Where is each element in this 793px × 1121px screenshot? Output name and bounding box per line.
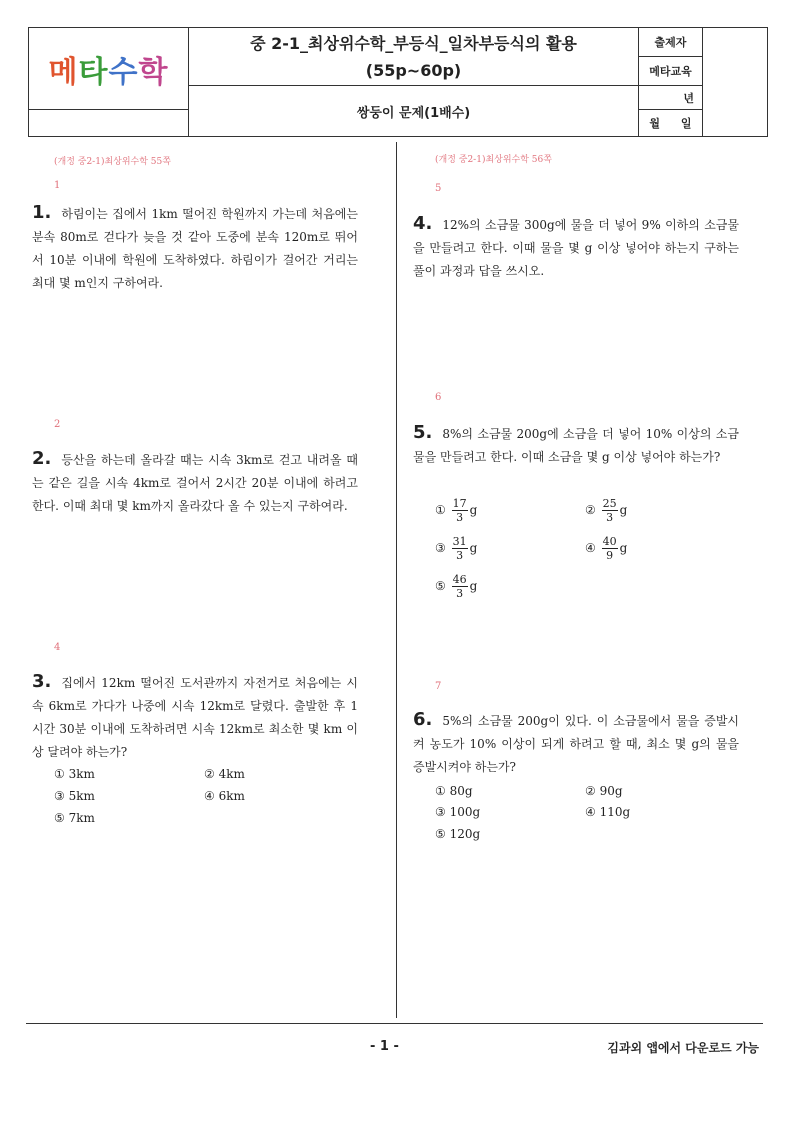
- author-label: 출제자: [639, 28, 703, 57]
- option[interactable]: ③ $\frac{31}{3}$ g: [435, 535, 478, 562]
- option[interactable]: ③ 100g: [435, 805, 481, 819]
- source-right: (개정 중2-1)최상위수학 56쪽: [435, 155, 552, 165]
- page-subtitle: 쌍둥이 문제(1배수): [189, 86, 639, 136]
- question-number: 1.: [32, 202, 52, 223]
- question-id: 4: [54, 642, 61, 653]
- option[interactable]: ② $\frac{25}{3}$ g: [585, 497, 628, 524]
- question-number: 6.: [413, 709, 433, 730]
- option[interactable]: ④ 6km: [204, 789, 245, 803]
- header-blank: [29, 110, 189, 136]
- question-number: 2.: [32, 448, 52, 469]
- option[interactable]: ④ $\frac{40}{9}$ g: [585, 535, 628, 562]
- option[interactable]: ⑤ $\frac{46}{3}$ g: [435, 573, 478, 600]
- question-id: 5: [435, 183, 442, 194]
- fraction: $\frac{31}{3}$: [452, 535, 467, 562]
- option[interactable]: ③ 5km: [54, 789, 95, 803]
- question-number: 4.: [413, 213, 433, 234]
- question-6: [413, 708, 739, 779]
- day-label: 일: [680, 117, 692, 130]
- fraction: $\frac{25}{3}$: [602, 497, 617, 524]
- column-divider: [396, 142, 397, 1018]
- fraction: $\frac{40}{9}$: [602, 535, 617, 562]
- author-value: 메타교육: [639, 57, 703, 86]
- fraction: $\frac{46}{3}$: [452, 573, 467, 600]
- page-number: - 1 -: [370, 1039, 399, 1054]
- footer-divider: [26, 1023, 763, 1024]
- question-number: 3.: [32, 671, 52, 692]
- question-text: 8%의 소금물 200g에 소금을 더 넣어 10% 이상의 소금물을 만들려고 한다. 이때 소금을 몇 g 이상 넣어야 하는가?: [413, 427, 739, 464]
- question-text: 5%의 소금물 200g이 있다. 이 소금물에서 물을 증발시켜 농도가 10% 이상이 되게 하려고 할 때, 최소 몇 g의 물을 증발시켜야 하는가?: [413, 714, 739, 774]
- question-text: 등산을 하는데 올라갈 때는 시속 3km로 걷고 내려올 때는 같은 길을 시속 4km로 걸어서 2시간 20분 이내에 하려고 한다. 이때 최대 몇 km까지 올라갔다 올 수 있는지 구하여라.: [32, 453, 358, 513]
- question-id: 6: [435, 392, 442, 403]
- logo: [29, 28, 189, 110]
- question-3: [32, 670, 358, 764]
- question-4: [413, 212, 739, 283]
- question-text: 12%의 소금물 300g에 물을 더 넣어 9% 이하의 소금물을 만들려고 한다. 이때 물을 몇 g 이상 넣어야 하는지 구하는 풀이 과정과 답을 쓰시오.: [413, 218, 739, 278]
- option[interactable]: ⑤ 7km: [54, 811, 95, 825]
- option[interactable]: ⑤ 120g: [435, 827, 481, 841]
- question-text: 집에서 12km 떨어진 도서관까지 자전거로 처음에는 시속 6km로 가다가 나중에 시속 12km로 달렸다. 출발한 후 1시간 30분 이내에 도착하려면 시속 12km로 최소한 몇 km 이상 달려야 하는가?: [32, 676, 358, 759]
- question-id: 1: [54, 180, 61, 191]
- source-left: (개정 중2-1)최상위수학 55쪽: [54, 157, 171, 167]
- date-labels: [639, 110, 703, 136]
- option[interactable]: ④ 110g: [585, 805, 631, 819]
- question-id: 2: [54, 419, 61, 430]
- month-label: 월: [649, 117, 661, 130]
- question-text: 하림이는 집에서 1km 떨어진 학원까지 가는데 처음에는 분속 80m로 걷다가 늦을 것 같아 도중에 분속 120m로 뛰어서 10분 이내에 학원에 도착하였다. 하림이가 걸어간 거리는 최대 몇 m인지 구하여라.: [32, 207, 358, 290]
- question-2: [32, 447, 358, 518]
- logo-text: 메타수학: [48, 54, 169, 90]
- option[interactable]: ② 4km: [204, 767, 245, 781]
- fraction: $\frac{17}{3}$: [452, 497, 467, 524]
- page-title: 중 2-1_최상위수학_부등식_일차부등식의 활용 (55p~60p): [189, 28, 639, 86]
- question-5: [413, 421, 739, 469]
- option[interactable]: ① $\frac{17}{3}$ g: [435, 497, 478, 524]
- footer-note: 김과외 앱에서 다운로드 가능: [607, 1041, 759, 1055]
- header-table: [28, 27, 768, 137]
- question-id: 7: [435, 681, 442, 692]
- option[interactable]: ① 3km: [54, 767, 95, 781]
- question-number: 5.: [413, 422, 433, 443]
- option[interactable]: ① 80g: [435, 784, 473, 798]
- year-label: 년: [639, 86, 703, 110]
- option[interactable]: ② 90g: [585, 784, 623, 798]
- question-1: [32, 201, 358, 295]
